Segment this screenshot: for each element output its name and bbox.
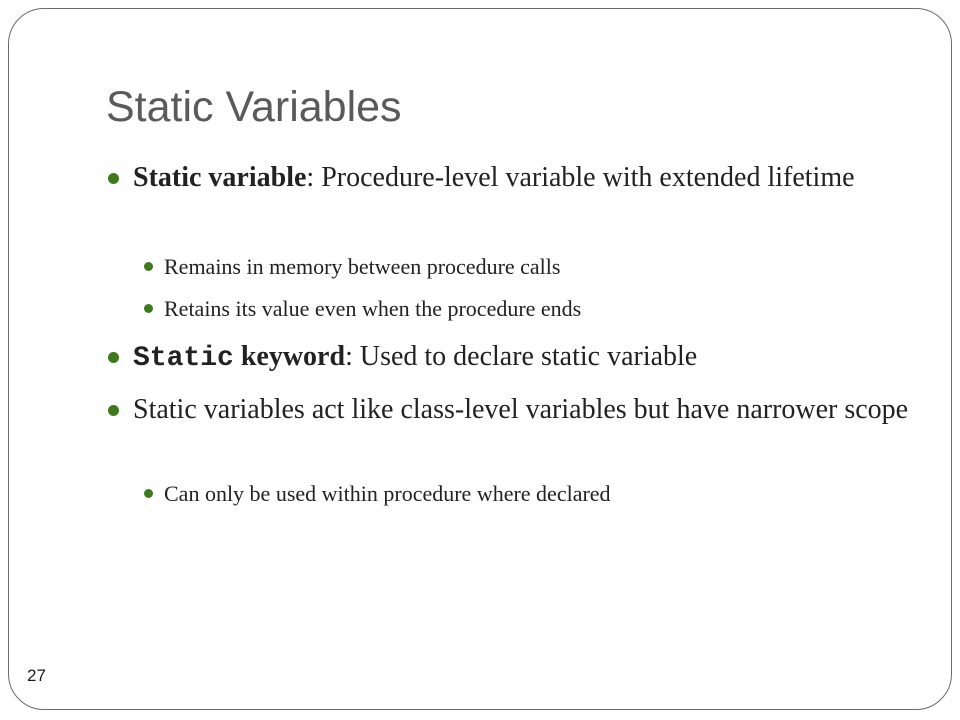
bullet-dot-icon xyxy=(108,405,119,416)
page-number: 27 xyxy=(27,666,46,685)
bullet-text xyxy=(104,339,914,377)
bullet-term: Static variable xyxy=(133,162,307,193)
bullet-text: Static variables act like class-level variables but have narrower scope xyxy=(133,394,909,425)
bullet-dot-icon xyxy=(108,352,119,363)
sub-bullet-text: Can only be used within procedure where declared xyxy=(164,481,611,506)
bullet-dot-icon xyxy=(144,262,153,271)
bullet-dot-icon xyxy=(144,304,153,313)
slide-title: Static Variables xyxy=(106,83,402,131)
bullet-static-keyword xyxy=(104,339,914,377)
sub-bullet-text: Retains its value even when the procedure ends xyxy=(164,296,582,321)
bullet-separator: : xyxy=(345,341,353,372)
sub-bullet-retains-value xyxy=(143,294,903,324)
bullet-term: keyword xyxy=(233,341,346,372)
sub-bullet-procedure-scope xyxy=(143,479,903,509)
bullet-class-level-comparison xyxy=(104,392,914,428)
bullet-description: Procedure-level variable with extended lifetime xyxy=(314,162,855,193)
bullet-code-term: Static xyxy=(133,343,234,374)
sub-bullet-text: Remains in memory between procedure calls xyxy=(164,254,561,279)
bullet-text xyxy=(104,160,914,196)
bullet-separator: : xyxy=(306,162,315,193)
bullet-static-variable xyxy=(104,160,914,196)
bullet-description: Used to declare static variable xyxy=(352,341,698,372)
bullet-dot-icon xyxy=(144,489,153,498)
sub-bullet-remains-in-memory xyxy=(143,252,903,282)
bullet-dot-icon xyxy=(108,173,119,184)
